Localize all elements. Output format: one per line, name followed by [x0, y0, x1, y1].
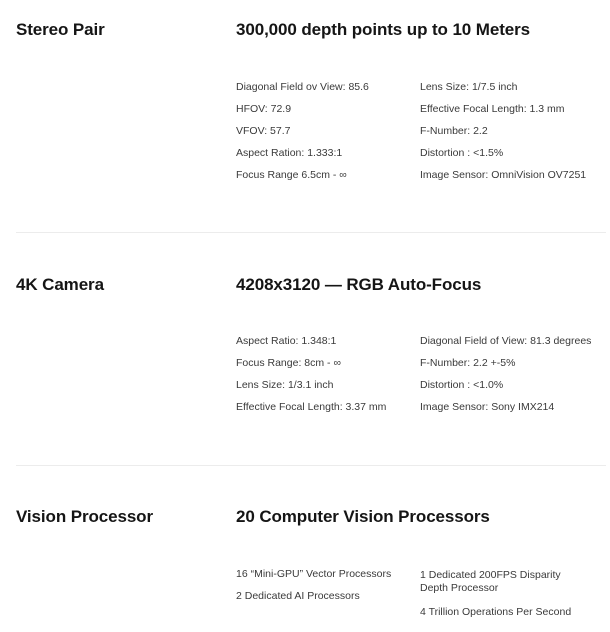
spec-item: F-Number: 2.2 +-5%	[420, 357, 516, 369]
spec-item: Focus Range 6.5cm - ∞	[236, 169, 347, 181]
spec-item: 2 Dedicated AI Processors	[236, 590, 360, 602]
spec-item: HFOV: 72.9	[236, 103, 292, 115]
spec-item: Diagonal Field ov View: 85.6	[236, 81, 369, 93]
spec-item: 16 “Mini-GPU” Vector Processors	[236, 568, 392, 580]
spec-item: Effective Focal Length: 3.37 mm	[236, 401, 387, 413]
section-title: Stereo Pair	[16, 20, 105, 39]
spec-item: Aspect Ratio: 1.348:1	[236, 335, 337, 347]
section-headline: 300,000 depth points up to 10 Meters	[236, 20, 530, 39]
spec-item: Focus Range: 8cm - ∞	[236, 357, 341, 369]
section-headline: 4208x3120 — RGB Auto-Focus	[236, 275, 482, 294]
section-title: Vision Processor	[16, 507, 153, 526]
section-4k-camera	[0, 233, 610, 465]
spec-item: Diagonal Field of View: 81.3 degrees	[420, 335, 592, 347]
spec-item: Distortion : <1.0%	[420, 379, 504, 391]
spec-item: 4 Trillion Operations Per Second	[420, 606, 572, 618]
spec-item: Lens Size: 1/7.5 inch	[420, 81, 518, 93]
spec-item: Lens Size: 1/3.1 inch	[236, 379, 334, 391]
spec-item: 1 Dedicated 200FPS Disparity Depth Processor	[420, 569, 561, 594]
spec-item: Image Sensor: OmniVision OV7251	[420, 169, 587, 181]
spec-item: VFOV: 57.7	[236, 125, 291, 137]
spec-item: Distortion : <1.5%	[420, 147, 504, 159]
section-stereo-pair	[0, 0, 610, 232]
spec-item: Image Sensor: Sony IMX214	[420, 401, 555, 413]
section-vision-processor	[0, 466, 610, 632]
spec-item: F-Number: 2.2	[420, 125, 488, 137]
section-headline: 20 Computer Vision Processors	[236, 507, 490, 526]
spec-item: Effective Focal Length: 1.3 mm	[420, 103, 565, 115]
spec-item: Aspect Ration: 1.333:1	[236, 147, 343, 159]
section-title: 4K Camera	[16, 275, 104, 294]
